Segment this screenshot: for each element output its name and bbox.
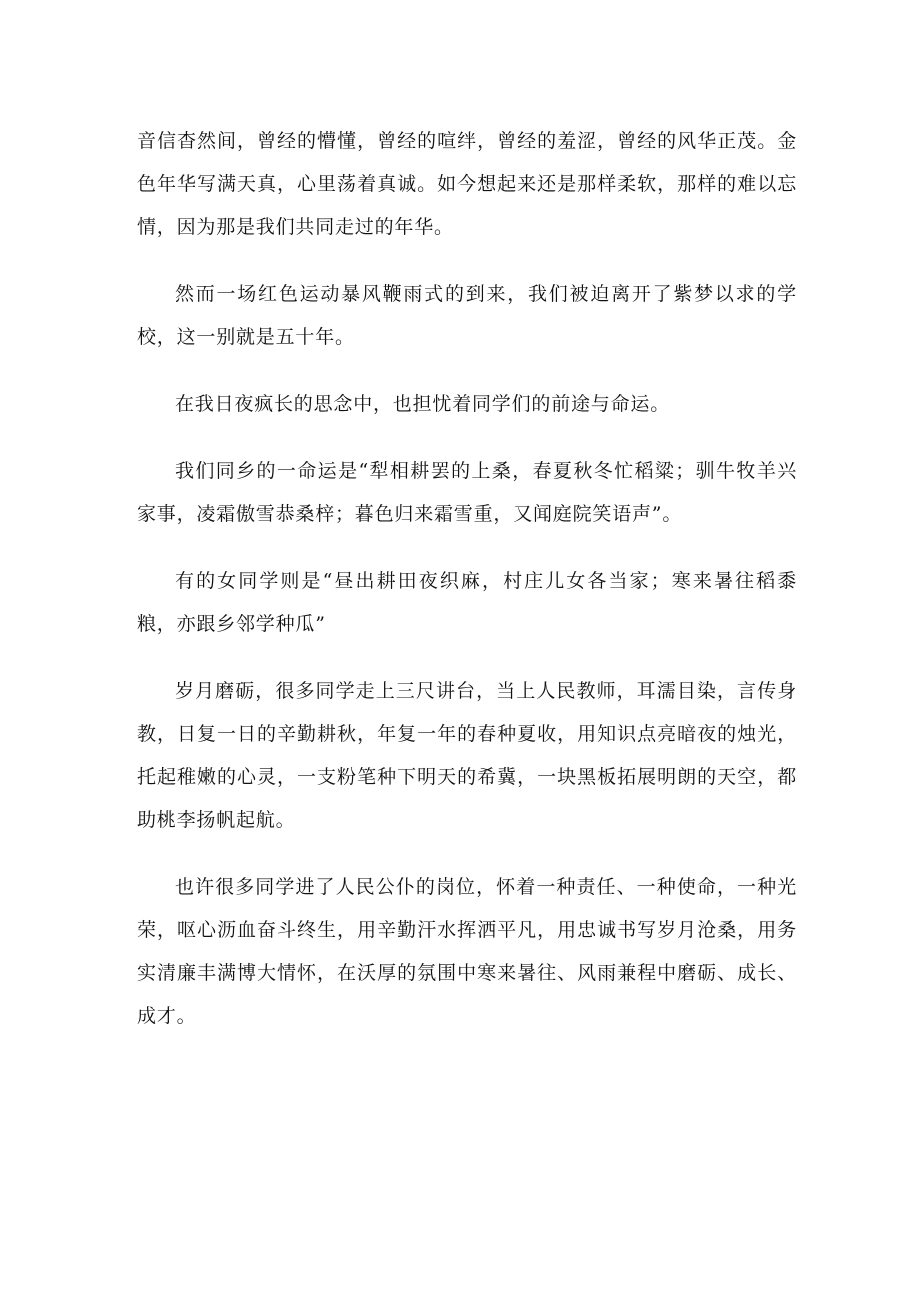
paragraph-3: 在我日夜疯长的思念中，也担忧着同学们的前途与命运。 bbox=[175, 393, 671, 415]
paragraph-4: 我们同乡的一命运是“犁相耕罢的上桑，春夏秋冬忙稻粱；驯牛牧羊兴家事，凌霜傲雪恭桑梓；暮色归来霜雪重，又闻庭院笑语声”。 bbox=[137, 460, 797, 525]
paragraph-6: 岁月磨砺，很多同学走上三尺讲台，当上人民教师，耳濡目染，言传身教，日复一日的辛勤耕秋，年复一年的春种夏收，用知识点亮暗夜的烛光，托起稚嫩的心灵，一支粉笔种下明天的希冀，一块黑板拓展明朗的天空，都助桃李扬帆起航。 bbox=[137, 680, 797, 831]
paragraph-1: 音信杳然间，曾经的懵懂，曾经的喧绊，曾经的羞涩，曾经的风华正茂。金色年华写满天真，心里荡着真诚。如今想起来还是那样柔软，那样的难以忘情，因为那是我们共同走过的年华。 bbox=[137, 130, 797, 238]
document-body bbox=[137, 120, 797, 1038]
paragraph-5: 有的女同学则是“昼出耕田夜织麻，村庄儿女各当家；寒来暑往稻黍粮，亦跟乡邻学种瓜” bbox=[137, 570, 797, 635]
paragraph-7: 也许很多同学进了人民公仆的岗位，怀着一种责任、一种使命，一种光荣，呕心沥血奋斗终生，用辛勤汗水挥洒平凡，用忠诚书写岁月沧桑，用务实清廉丰满博大情怀，在沃厚的氛围中寒来暑往、风雨兼程中磨砺、成长、成才。 bbox=[137, 876, 797, 1027]
paragraph-2: 然而一场红色运动暴风鞭雨式的到来，我们被迫离开了紫梦以求的学校，这一别就是五十年。 bbox=[137, 283, 797, 348]
